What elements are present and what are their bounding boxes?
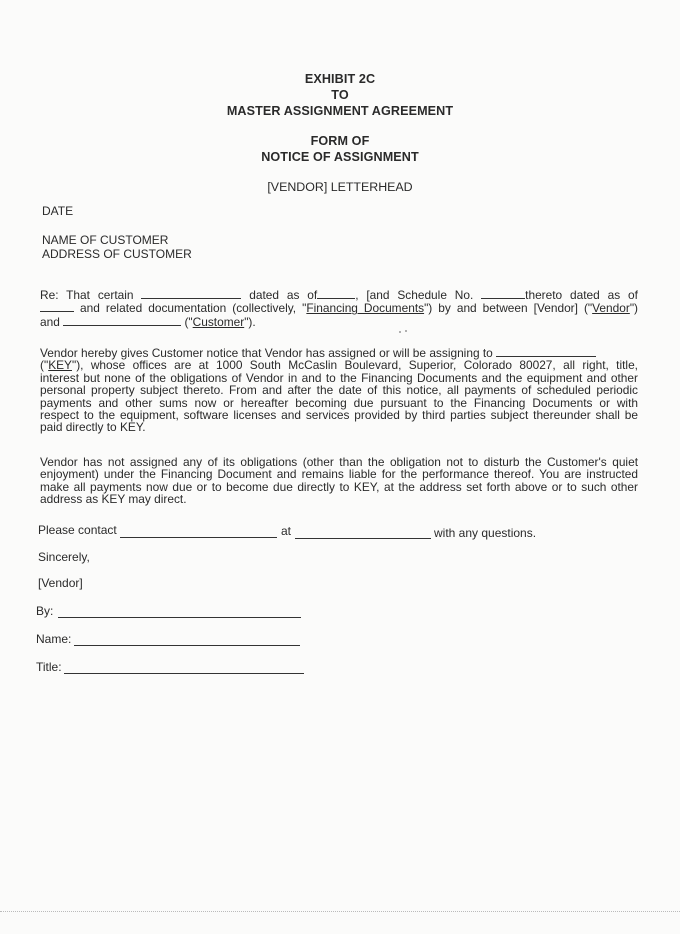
vendor-term: Vendor — [592, 301, 630, 316]
p1-line-3: interest but none of the obligations of Vendor in and to the Financing Documents and the equipment and other — [40, 370, 638, 385]
by-signature-line — [58, 617, 301, 618]
please-contact-label: Please contact — [38, 523, 117, 537]
p1-line-5: payments and other sums now or hereafter becoming due pursuant to the Financing Documents or with — [40, 395, 638, 410]
contact-questions-label: with any questions. — [434, 526, 537, 540]
scan-speck — [405, 330, 407, 332]
customer-name: NAME OF CUSTOMER — [42, 233, 169, 247]
exhibit-to: TO — [331, 88, 349, 102]
re-line-2: and related documentation (collectively, "Financing Documents") by and between [Vendor] ("Vendor") — [40, 301, 638, 314]
financing-documents-term: Financing Documents — [306, 301, 425, 316]
p2-line-1: Vendor has not assigned any of its obligations (other than the obligation not to disturb the Customer's quiet — [40, 455, 638, 469]
agreement-title: MASTER ASSIGNMENT AGREEMENT — [226, 104, 454, 118]
re-paragraph — [40, 288, 638, 328]
form-of-heading: FORM OF — [310, 134, 370, 148]
contact-phone-blank — [295, 538, 431, 539]
customer-blank — [63, 315, 181, 326]
title-line — [64, 673, 304, 674]
p2-line-4: address as KEY may direct. — [40, 492, 187, 507]
contact-at-label: at — [281, 524, 292, 538]
scan-edge-line — [0, 911, 680, 912]
p1-line-6: respect to the equipment, software licenses and services provided by third parties subject thereunder shall be — [40, 408, 638, 423]
exhibit-number: EXHIBIT 2C — [304, 72, 376, 86]
name-label: Name: — [36, 632, 72, 646]
p1-line-4: personal property subject thereto. From and after the date of this notice, all payments of scheduled periodic — [40, 383, 638, 398]
customer-address: ADDRESS OF CUSTOMER — [42, 247, 192, 261]
contact-name-blank — [120, 537, 277, 538]
customer-term: Customer — [192, 314, 245, 329]
date-label: DATE — [42, 204, 74, 218]
obligations-paragraph — [40, 456, 638, 506]
name-line — [74, 645, 300, 646]
date-blank — [317, 288, 355, 299]
assignment-paragraph — [40, 346, 638, 434]
p1-line-2: ("KEY"), whose offices are at 1000 South McCaslin Boulevard, Superior, Colorado 80027, all right, title, — [40, 358, 638, 373]
title-label: Title: — [36, 660, 62, 674]
by-label: By: — [36, 604, 54, 618]
agreement-blank — [141, 288, 241, 299]
scan-speck — [399, 331, 401, 333]
p1-line-7: paid directly to KEY. — [40, 420, 146, 435]
re-line-1: Re: That certain dated as of , [and Schedule No. thereto dated as of — [40, 288, 638, 302]
vendor-signature-label: [Vendor] — [38, 576, 83, 590]
re-line-3: and ("Customer"). — [40, 314, 256, 329]
letterhead-placeholder: [VENDOR] LETTERHEAD — [267, 180, 413, 194]
p1-line-1: Vendor hereby gives Customer notice that Vendor has assigned or will be assigning to — [40, 346, 638, 359]
assignee-blank — [496, 346, 596, 357]
thereto-date-blank — [40, 301, 74, 312]
notice-title: NOTICE OF ASSIGNMENT — [261, 150, 419, 164]
p2-line-2: enjoyment) under the Financing Document and remains liable for the performance thereof. You are instructed — [40, 467, 638, 482]
key-term: KEY — [48, 358, 72, 373]
sincerely-label: Sincerely, — [38, 550, 90, 564]
p2-line-3: make all payments now due or to become due directly to KEY, at the address set forth above or to such other — [40, 479, 638, 494]
schedule-blank — [481, 288, 525, 299]
